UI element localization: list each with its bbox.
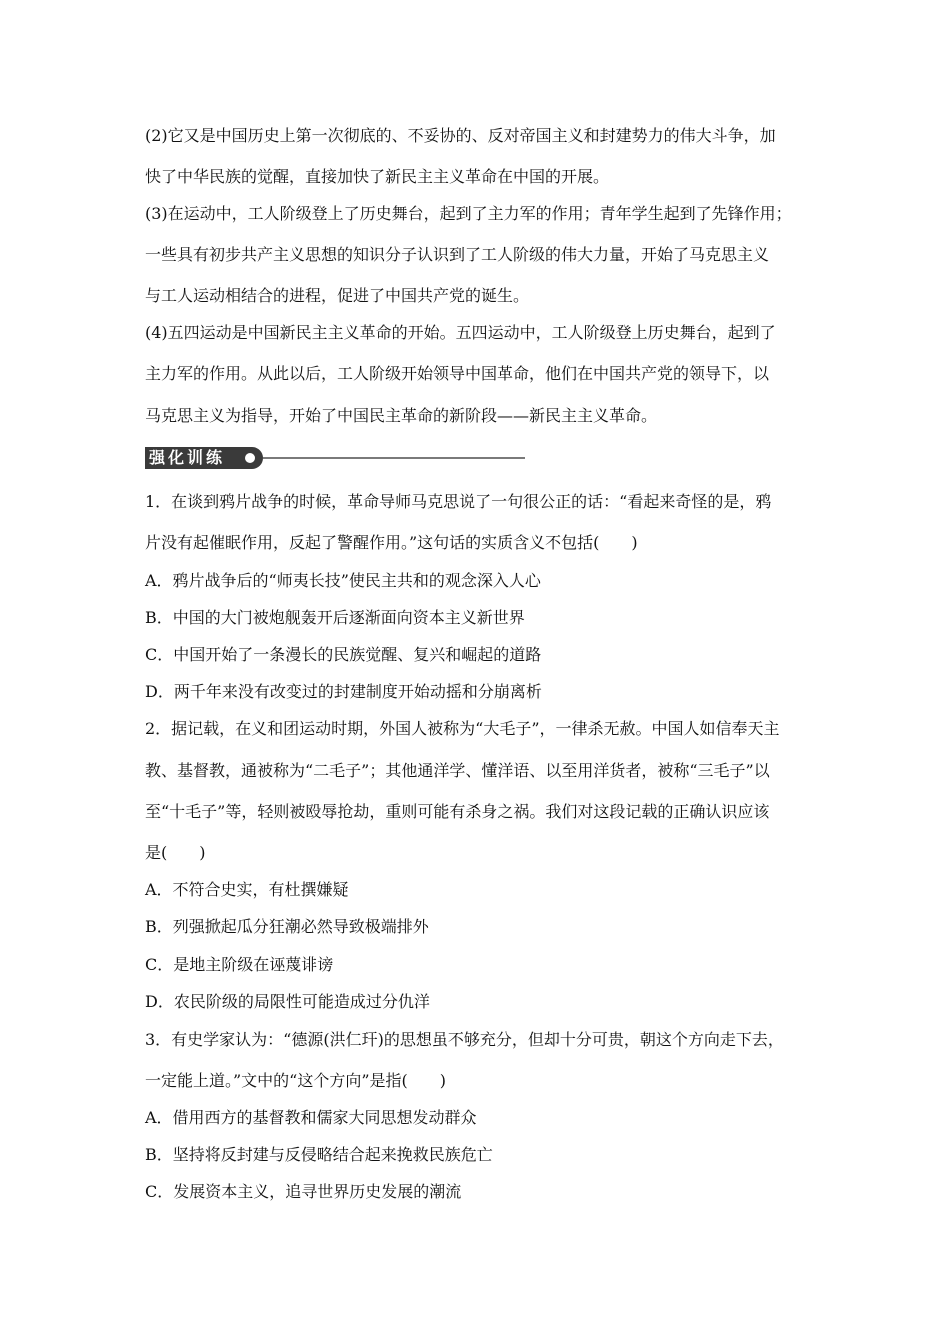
question-option: B．中国的大门被炮舰轰开后逐渐面向资本主义新世界 [145, 608, 525, 627]
section-tag [145, 447, 263, 469]
question-stem-line: 片没有起催眠作用，反起了警醒作用。”这句话的实质含义不包括( ) [145, 533, 638, 552]
question-stem-line: 至“十毛子”等，轻则被殴辱抢劫，重则可能有杀身之祸。我们对这段记载的正确认识应该 [145, 802, 770, 821]
question-option: B．坚持将反封建与反侵略结合起来挽救民族危亡 [145, 1145, 493, 1164]
paragraph-line: 马克思主义为指导，开始了中国民主革命的新阶段——新民主主义革命。 [145, 406, 658, 425]
section-divider [263, 457, 525, 459]
question-stem-line: 1．在谈到鸦片战争的时候，革命导师马克思说了一句很公正的话：“看起来奇怪的是，鸦 [145, 492, 772, 511]
paragraph-line: (3)在运动中，工人阶级登上了历史舞台，起到了主力军的作用；青年学生起到了先锋作用； [145, 204, 792, 223]
section-title: 强化训练 [149, 448, 226, 467]
question-option: D．两千年来没有改变过的封建制度开始动摇和分崩离析 [145, 682, 542, 701]
paragraph-line: 快了中华民族的觉醒，直接加快了新民主主义革命在中国的开展。 [145, 167, 610, 186]
question-option: C．是地主阶级在诬蔑诽谤 [145, 955, 334, 974]
paragraph-line: (4)五四运动是中国新民主主义革命的开始。五四运动中，工人阶级登上历史舞台，起到了 [145, 323, 776, 342]
question-stem-line: 2．据记载，在义和团运动时期，外国人被称为“大毛子”，一律杀无赦。中国人如信奉天主 [145, 719, 780, 738]
question-option: A．不符合史实，有杜撰嫌疑 [145, 880, 349, 899]
question-option: A．借用西方的基督教和儒家大同思想发动群众 [145, 1108, 477, 1127]
question-stem-line: 是( ) [145, 843, 206, 862]
paragraph-line: 一些具有初步共产主义思想的知识分子认识到了工人阶级的伟大力量，开始了马克思主义 [145, 245, 770, 264]
paragraph-line: 主力军的作用。从此以后，工人阶级开始领导中国革命，他们在中国共产党的领导下，以 [145, 364, 770, 383]
question-stem-line: 教、基督教，通被称为“二毛子”；其他通洋学、懂洋语、以至用洋货者，被称“三毛子”以 [145, 761, 770, 780]
question-option: C．发展资本主义，追寻世界历史发展的潮流 [145, 1182, 462, 1201]
paragraph-line: (2)它又是中国历史上第一次彻底的、不妥协的、反对帝国主义和封建势力的伟大斗争，加 [145, 126, 776, 145]
question-option: B．列强掀起瓜分狂潮必然导致极端排外 [145, 917, 429, 936]
question-stem-line: 一定能上道。”文中的“这个方向”是指( ) [145, 1071, 447, 1090]
question-option: A．鸦片战争后的“师夷长技”使民主共和的观念深入人心 [145, 571, 541, 590]
section-header [145, 447, 525, 471]
question-stem-line: 3．有史学家认为：“德源(洪仁玕)的思想虽不够充分，但却十分可贵，朝这个方向走下去， [145, 1030, 784, 1049]
paragraph-line: 与工人运动相结合的进程，促进了中国共产党的诞生。 [145, 286, 530, 305]
bullet-dot-icon [245, 453, 255, 463]
question-option: C．中国开始了一条漫长的民族觉醒、复兴和崛起的道路 [145, 645, 542, 664]
question-option: D．农民阶级的局限性可能造成过分仇洋 [145, 992, 430, 1011]
